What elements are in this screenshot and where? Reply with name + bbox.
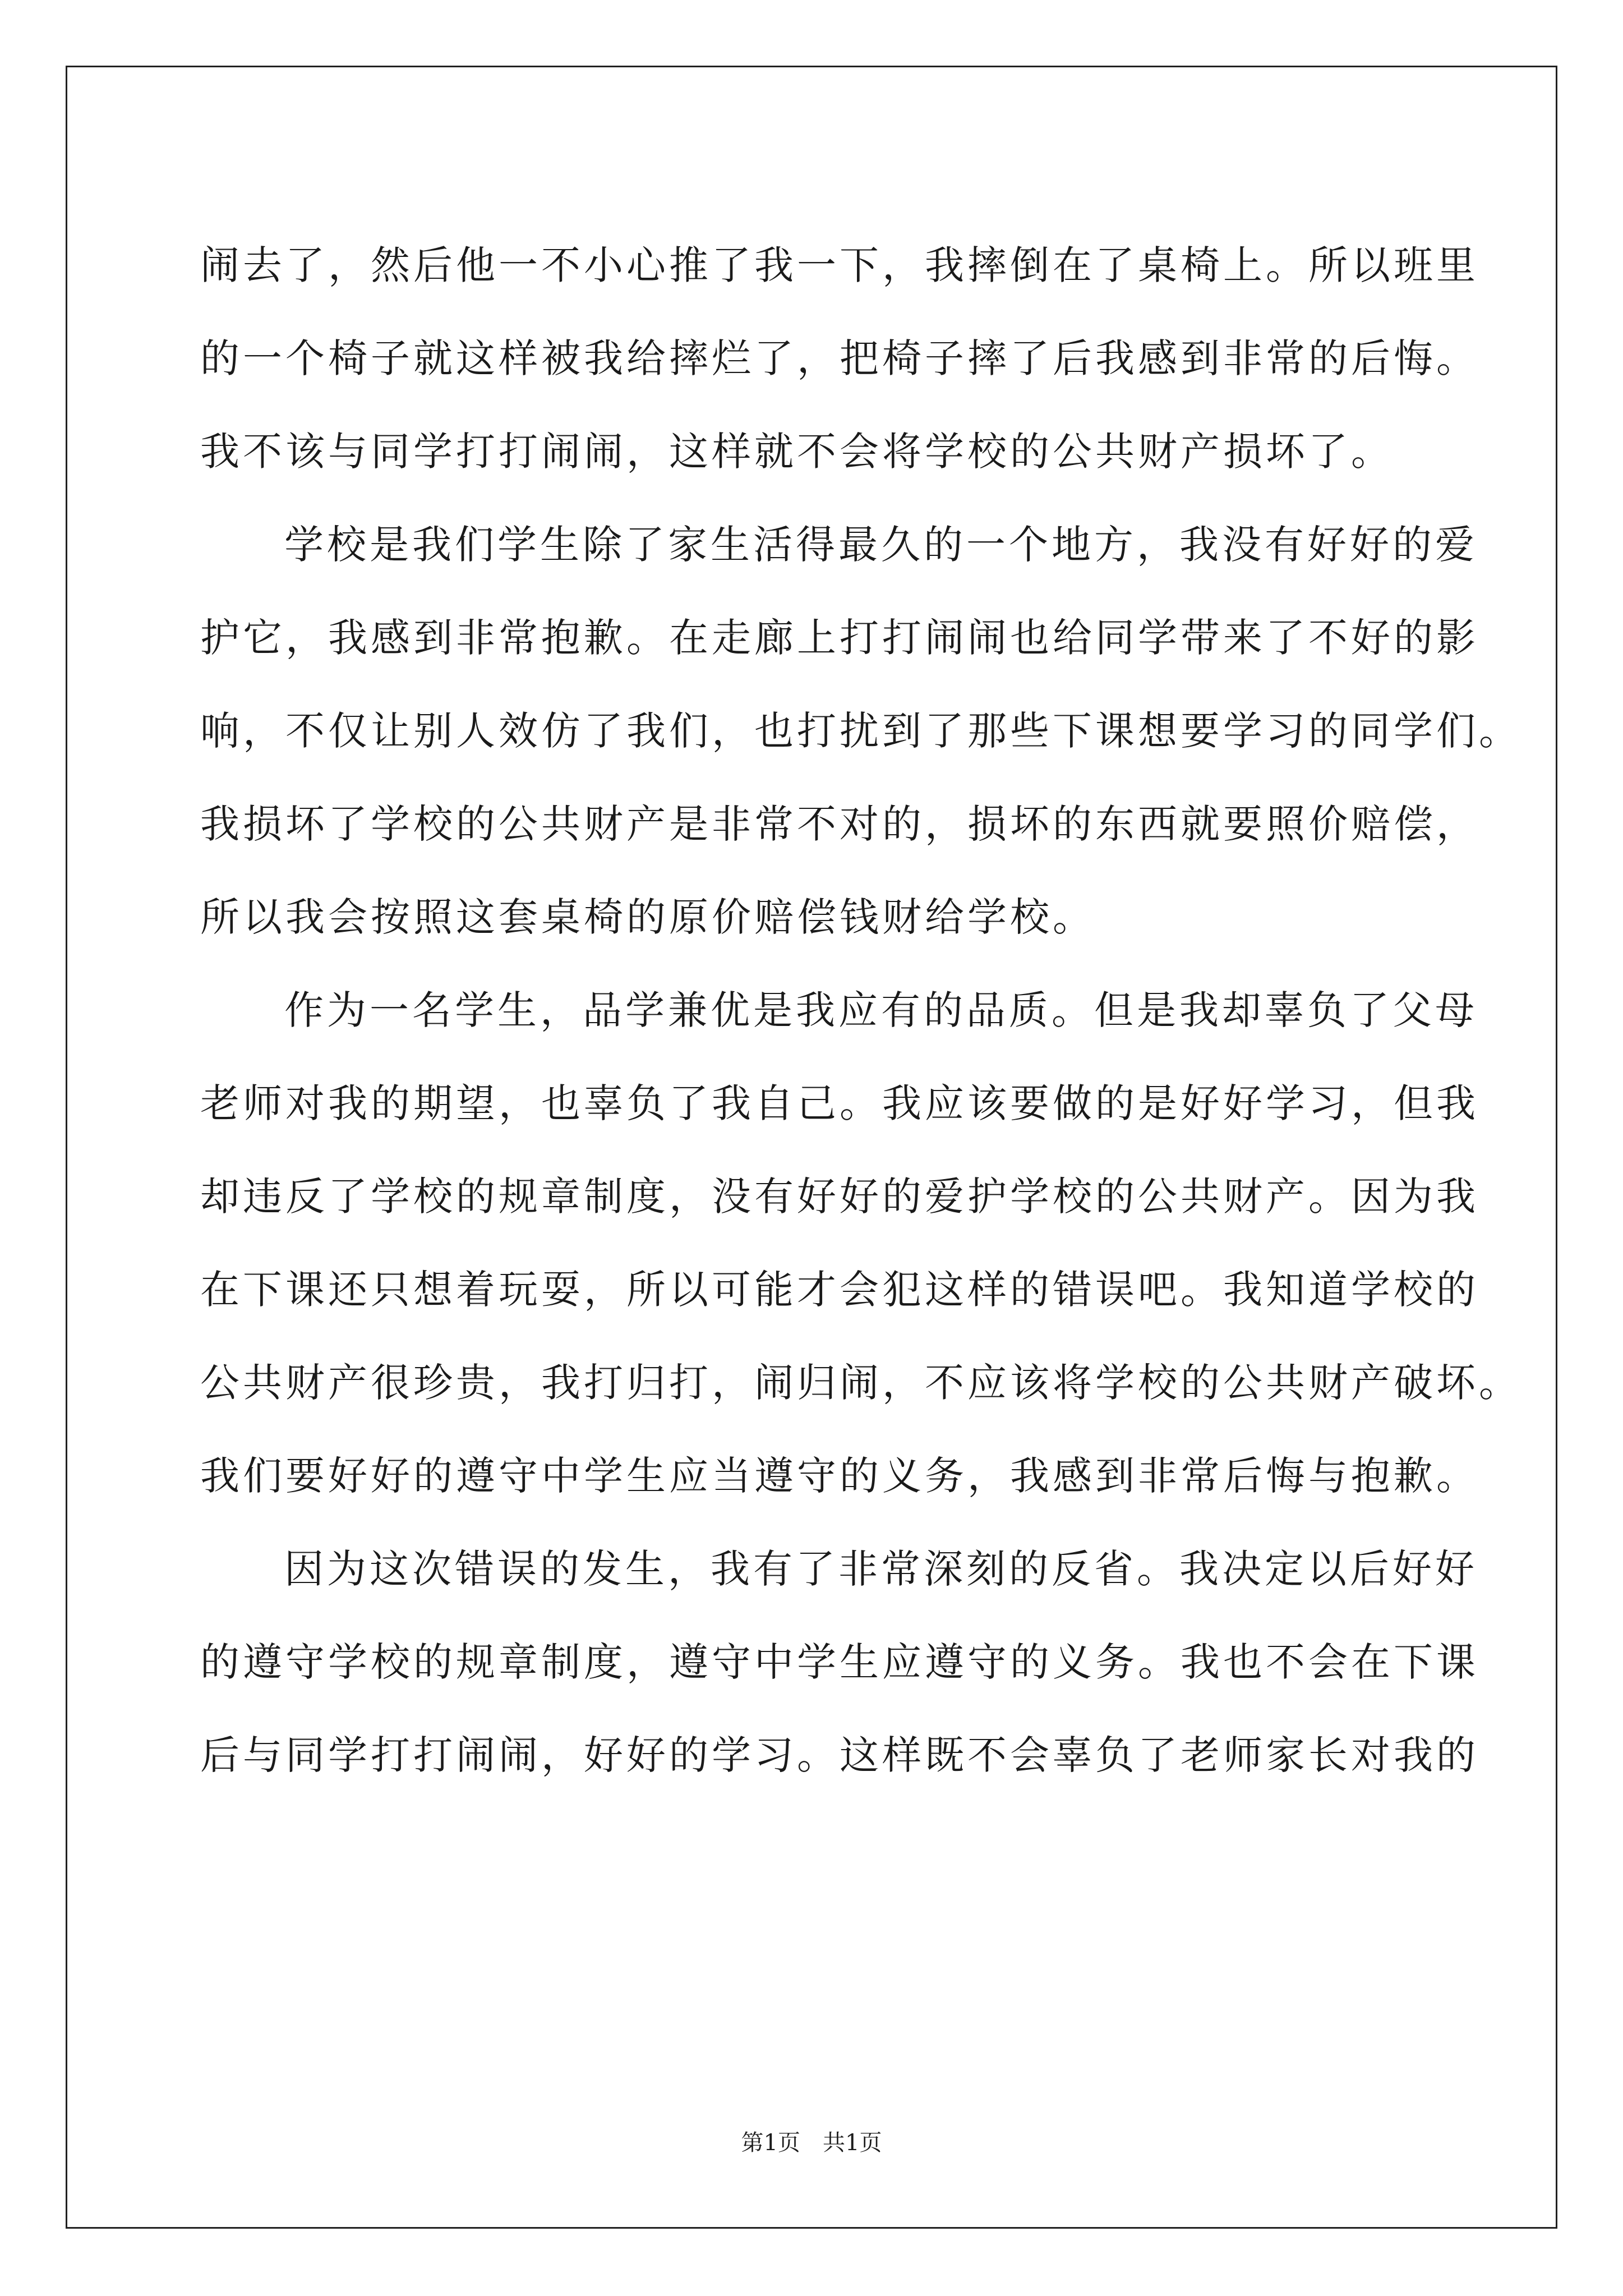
text-line: 所以我会按照这套桌椅的原价赔偿钱财给学校。 xyxy=(200,894,1095,940)
text-line: 却违反了学校的规章制度，没有好好的爱护学校的公共财产。因为我 xyxy=(200,1174,1479,1220)
paragraph-start-line: 作为一名学生，品学兼优是我应有的品质。但是我却辜负了父母 xyxy=(284,987,1478,1033)
page-total: 共1页 xyxy=(823,2130,882,2156)
text-line: 在下课还只想着玩耍，所以可能才会犯这样的错误吧。我知道学校的 xyxy=(200,1267,1479,1313)
page-number: 第1页 xyxy=(741,2130,800,2156)
paragraph-start-line: 学校是我们学生除了家生活得最久的一个地方，我没有好好的爱 xyxy=(284,522,1478,568)
text-line: 护它，我感到非常抱歉。在走廊上打打闹闹也给同学带来了不好的影 xyxy=(200,615,1479,661)
document-body xyxy=(200,219,1521,1802)
text-line: 响，不仅让别人效仿了我们，也打扰到了那些下课想要学习的同学们。 xyxy=(200,708,1521,754)
text-line: 我不该与同学打打闹闹，这样就不会将学校的公共财产损坏了。 xyxy=(200,429,1394,475)
page-footer xyxy=(0,2126,1623,2160)
text-line: 我损坏了学校的公共财产是非常不对的，损坏的东西就要照价赔偿， xyxy=(200,801,1479,847)
text-line: 的遵守学校的规章制度，遵守中学生应遵守的义务。我也不会在下课 xyxy=(200,1639,1479,1685)
text-line: 后与同学打打闹闹，好好的学习。这样既不会辜负了老师家长对我的 xyxy=(200,1732,1479,1778)
text-line: 老师对我的期望，也辜负了我自己。我应该要做的是好好学习，但我 xyxy=(200,1080,1479,1126)
text-line: 的一个椅子就这样被我给摔烂了，把椅子摔了后我感到非常的后悔。 xyxy=(200,335,1479,381)
paragraph-start-line: 因为这次错误的发生，我有了非常深刻的反省。我决定以后好好 xyxy=(284,1546,1478,1592)
text-line: 公共财产很珍贵，我打归打，闹归闹，不应该将学校的公共财产破坏。 xyxy=(200,1360,1521,1406)
text-line: 我们要好好的遵守中学生应当遵守的义务，我感到非常后悔与抱歉。 xyxy=(200,1453,1479,1499)
text-line: 闹去了，然后他一不小心推了我一下，我摔倒在了桌椅上。所以班里 xyxy=(200,242,1479,288)
